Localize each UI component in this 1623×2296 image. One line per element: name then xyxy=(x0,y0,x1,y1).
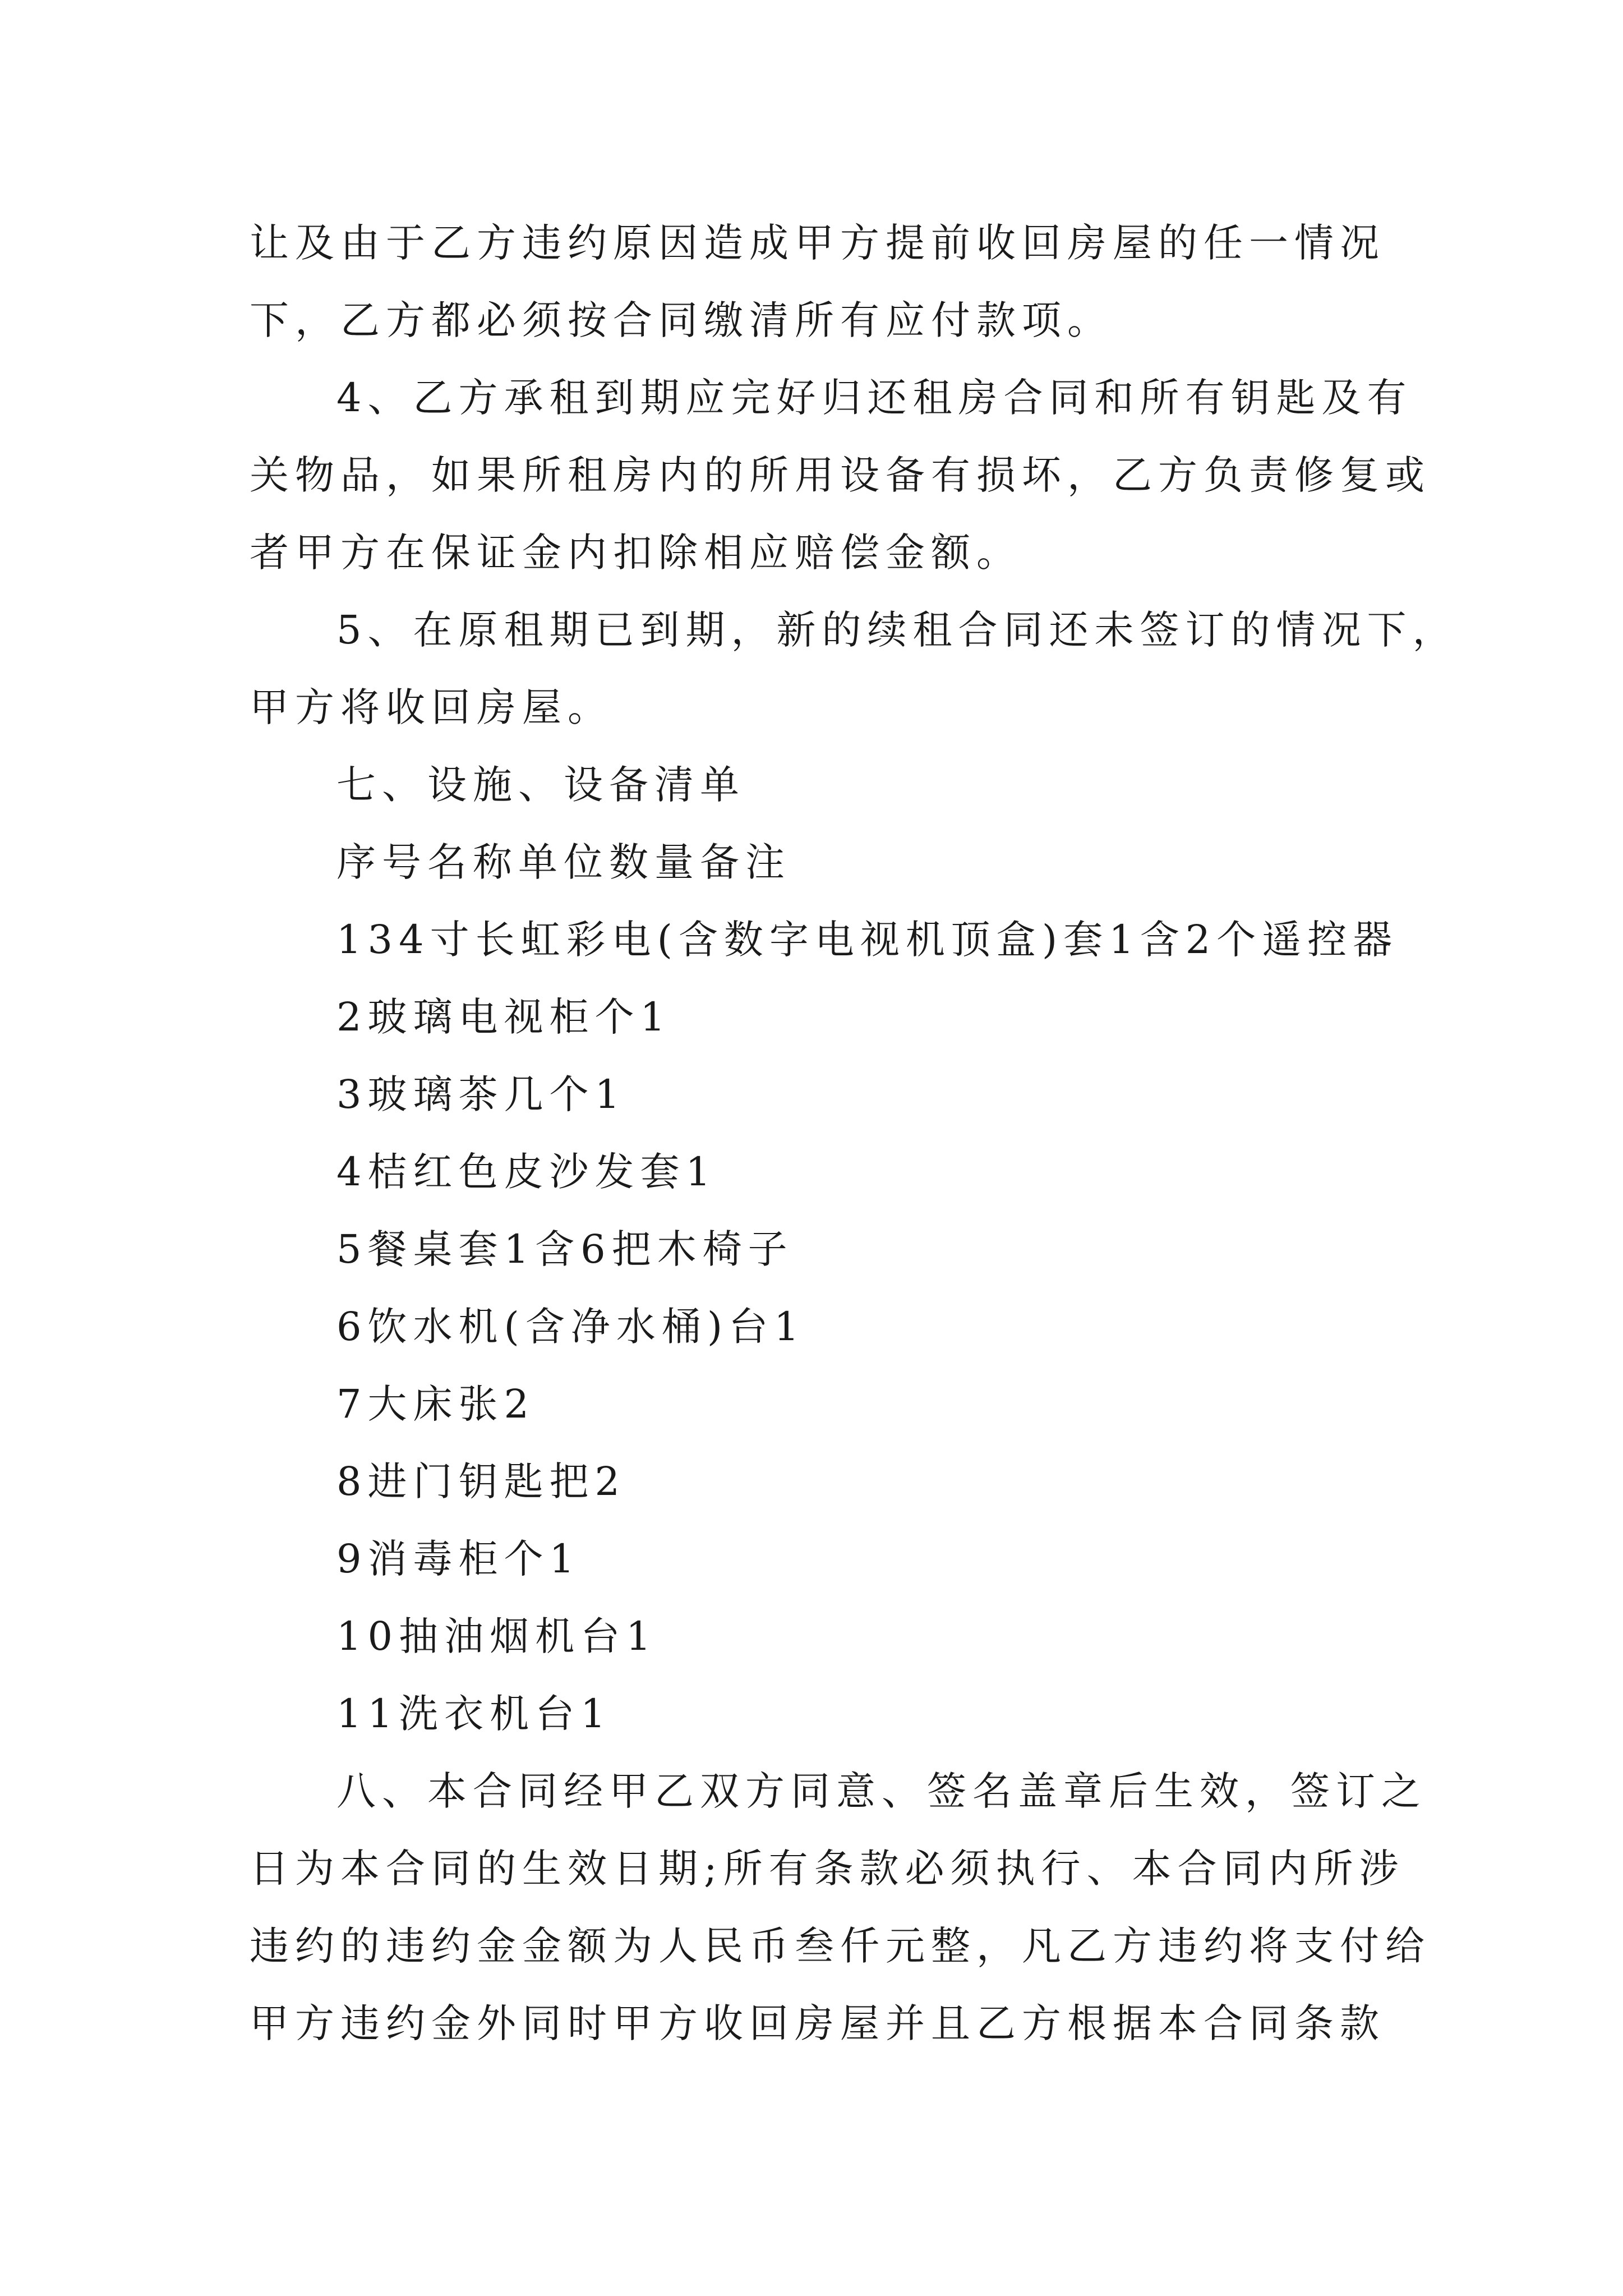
text-line-2: 下，乙方都必须按合同缴清所有应付款项。 xyxy=(250,297,1113,343)
section-heading-effective: 八、本合同经甲乙双方同意、签名盖章后生效，签订之 xyxy=(336,1768,1427,1814)
text-line-4: 关物品，如果所租房内的所用设备有损坏，乙方负责修复或 xyxy=(250,452,1431,498)
table-header-line: 序号名称单位数量备注 xyxy=(336,839,791,885)
list-item: 4桔红色皮沙发套1 xyxy=(336,1149,717,1195)
text-line-23: 违约的违约金金额为人民币叁仟元整，凡乙方违约将支付给 xyxy=(250,1923,1431,1969)
list-item: 10抽油烟机台1 xyxy=(336,1613,657,1659)
list-item: 8进门钥匙把2 xyxy=(336,1458,626,1504)
list-item: 6饮水机(含净水桶)台1 xyxy=(336,1304,805,1350)
section-heading-facilities: 七、设施、设备清单 xyxy=(336,762,745,808)
text-line-6: 5、在原租期已到期，新的续租合同还未签订的情况下， xyxy=(336,607,1458,653)
list-item: 5餐桌套1含6把木椅子 xyxy=(336,1226,794,1272)
text-line-7: 甲方将收回房屋。 xyxy=(250,684,613,730)
text-line-3: 4、乙方承租到期应完好归还租房合同和所有钥匙及有 xyxy=(336,375,1413,421)
list-item: 7大床张2 xyxy=(336,1381,536,1427)
list-item: 2玻璃电视柜个1 xyxy=(336,994,672,1040)
list-item: 9消毒柜个1 xyxy=(336,1536,581,1582)
list-item: 11洗衣机台1 xyxy=(336,1691,612,1737)
list-item: 3玻璃茶几个1 xyxy=(336,1071,626,1117)
text-line-1: 让及由于乙方违约原因造成甲方提前收回房屋的任一情况 xyxy=(250,220,1385,266)
list-item: 134寸长虹彩电(含数字电视机顶盒)套1含2个遥控器 xyxy=(336,917,1399,963)
text-line-24: 甲方违约金外同时甲方收回房屋并且乙方根据本合同条款 xyxy=(250,2000,1385,2046)
text-line-22: 日为本合同的生效日期;所有条款必须执行、本合同内所涉 xyxy=(250,1846,1405,1892)
text-line-5: 者甲方在保证金内扣除相应赔偿金额。 xyxy=(250,530,1022,576)
